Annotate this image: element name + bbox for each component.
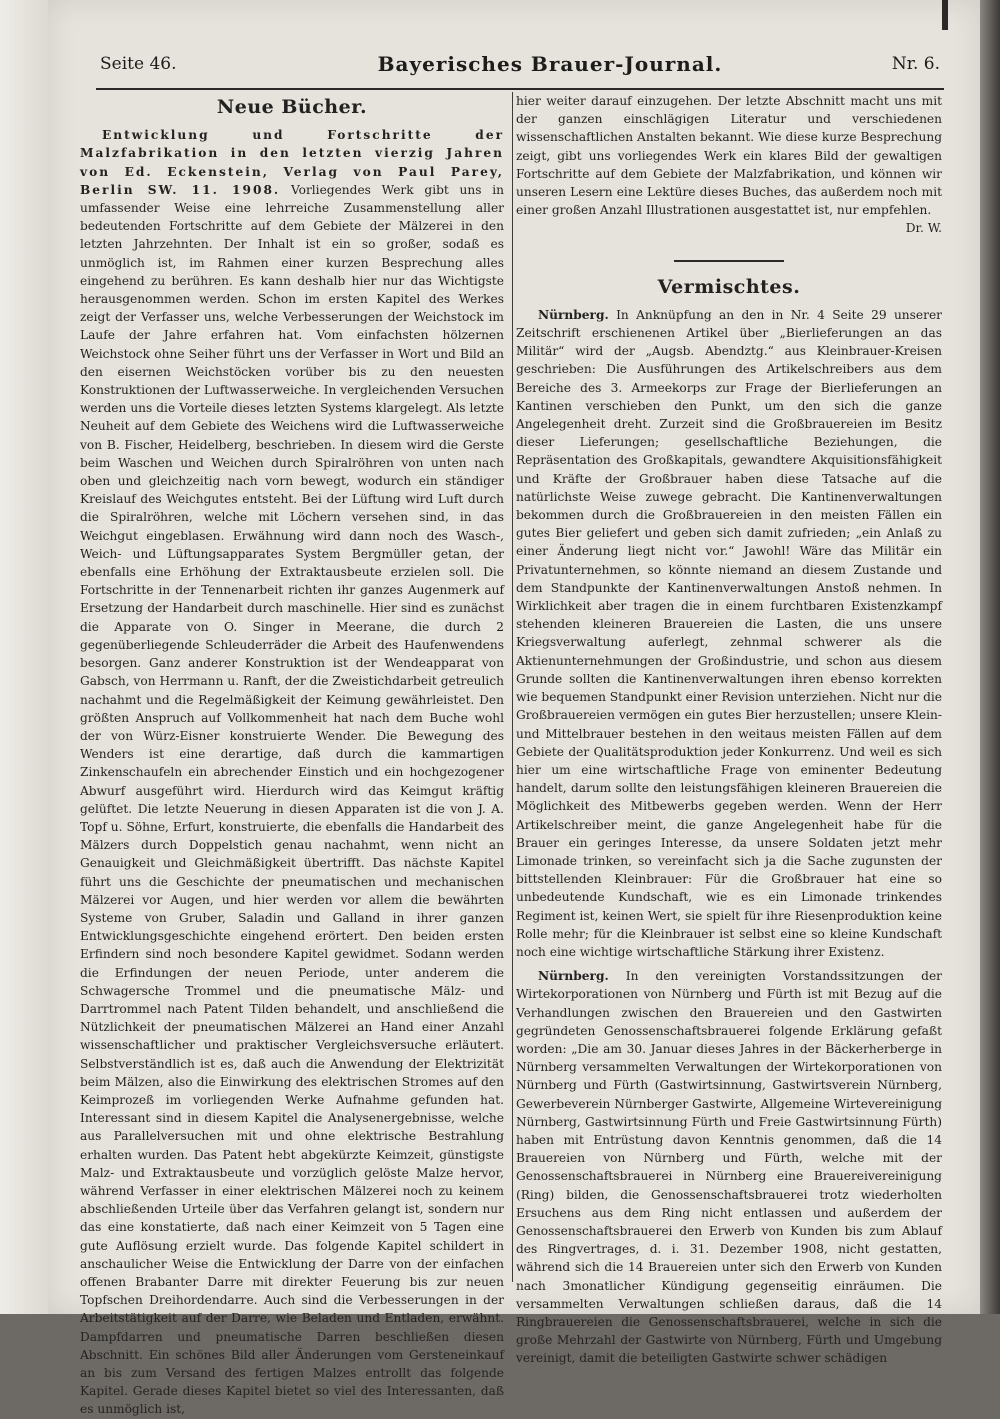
top-edge-mark [942,0,948,30]
section-heading-new-books: Neue Bücher. [216,96,368,118]
page-left-margin [0,0,48,1314]
review-signature: Dr. W. [905,221,942,236]
section-separator [674,260,784,262]
left-column [80,92,504,1419]
page-right-edge [980,0,1000,1314]
page-header [100,52,940,82]
news-item-1-text: In Anknüpfung an den in Nr. 4 Seite 29 unserer Zeitschrift erschienenen Artikel über „Bierlieferungen an das Militär“ wird der „Augsb. Abendztg.“ aus Kleinbrauer-Kreisen geschrieben: Die Ausführungen des Artikelschreibers aus dem Bereiche des 3. Armeekorps zur Frage der Bierlieferungen an Kantinen verschieben den Punkt, um den sich die ganze Angelegenheit dreht. Zurzeit sind die Großbrauereien im Besitz dieser Lieferungen; gesellschaftliche Beziehungen, die Repräsentation des Großkapitals, gewandtere Akquisitionsfähigkeit und Kräfte der Großbrauer haben diese Tatsache auf die natürlichste Weise zuwege gebracht. Die Kantinenverwaltungen bekommen durch die Großbrauereien in den meisten Fällen ein gutes Bier geliefert und geben sich damit zufrieden; „ein Anlaß zu einer Änderung liegt nicht vor.“ Jawohl! Wäre das Militär ein Privatunternehmen, so könnte niemand an diesem Zustande und dem Standpunkte der Kantinenverwaltungen Anstoß nehmen. In Wirklichkeit aber tragen die in einem furchtbaren Existenzkampf stehenden kleineren Brauereien die Lasten, die uns unsere Kriegsverwaltung auferlegt, zehnmal schwerer als die Aktienunternehmungen der Großindustrie, und schon aus diesem Grunde sollten die Kantinenverwaltungen ihren ebenso korrekten wie bequemen Standpunkt einer Revision unterziehen. Nicht nur die Großbrauereien vermögen ein gutes Bier herzustellen; unsere Klein- und Mittelbrauer bestehen in den weitaus meisten Fällen auf dem Gebiete der Qualitätsproduktion jeder Konkurrenz. Und weil es sich hier um eine wirtschaftliche Frage von eminenter Bedeutung handelt, darum sollte den leistungsfähigen kleineren Brauereien die Möglichkeit des Mitbewerbs gegeben werden. Wenn der Herr Artikelschreiber meint, die ganze Angelegenheit habe für die Brauer ein geringes Interesse, da unsere Soldaten jetzt mehr Limonade trinken, so vereinfacht sich ja die Sache zugunsten der bittstellenden Kleinbrauer: Für die Großbrauer hat eine so unbedeutende Kundschaft, wie es ein Limonade trinkendes Regiment ist, keinen Wert, sie spielt für ihre Riesenproduktion keine Rolle mehr; für die Kleinbrauer ist selbst eine so kleine Kundschaft noch eine wichtige wirtschaftliche Stärkung ihrer Existenz. [516,307,943,959]
book-review [80,126,504,1418]
review-continuation: hier weiter darauf einzugehen. Der letzte Abschnitt macht uns mit der ganzen einschlägigen Literatur und verschiedenen wissenschaftlichen Anstalten bekannt. Wie diese kurze Besprechung zeigt, gibt uns vorliegendes Werk ein klares Bild der gewaltigen Fortschritte auf dem Gebiete der Malzfabrikation, und können wir unseren Lesern eine Lektüre dieses Buches, das außerdem noch mit einer großen Anzahl Illustrationen ausgestattet ist, nur empfehlen. [516,94,942,218]
column-divider [512,92,513,1282]
news-item-2-place: Nürnberg. [538,969,609,984]
journal-title: Bayerisches Brauer-Journal. [377,52,723,76]
book-title: Entwicklung und Fortschritte der Malzfabrikation in den letzten vierzig Jahren von Ed. Eckenstein, Verlag von Paul Parey, Berlin SW. 11. 1908. [80,128,504,197]
news-item-2 [516,967,942,1367]
section-heading-miscellaneous: Vermischtes. [657,275,801,298]
issue-number: Nr. 6. [891,54,940,74]
page-number: Seite 46. [100,54,177,74]
review-text: Vorliegendes Werk gibt uns in umfassender Weise eine lehrreiche Zusammenstellung aller bedeutenden Fortschritte auf dem Gebiete der Mälzerei in den letzten Jahrzehnten. Der Inhalt ist ein so großer, sodaß es unmöglich ist, im Rahmen einer kurzen Besprechung alles eingehend zu berühren. Es kann deshalb hier nur das Wichtigste herausgenommen werden. Schon im ersten Kapitel des Werkes zeigt der Verfasser uns, welche Verbesserungen der Weichstock im Laufe der Jahre erfahren hat. Vom einfachsten hölzernen Weichstock ohne Seiher führt uns der Verfasser in Wort und Bild an den eisernen Weichstöcken vorüber bis zu den neuesten Konstruktionen der Luftwasserweiche. In vergleichenden Versuchen werden uns die Vorteile dieses letzten Systems klargelegt. Als letzte Neuheit auf dem Gebiete des Weichens wird die Luftwasserweiche von B. Fischer, Heidelberg, beschrieben. In diesem wird die Gerste beim Waschen und Weichen durch Spiralröhren von unten nach oben und gleichzeitig nach vorn bewegt, wodurch ein ständiger Kreislauf des Weichgutes entsteht. Bei der Lüftung wird Luft durch die Spiralröhren, welche mit Löchern versehen sind, in das Weichgut eingeblasen. Erwähnung wird dann noch des Wasch-, Weich- und Lüftungsapparates System Bergmüller getan, der ebenfalls eine Erhöhung der Extraktausbeute erzielen soll. Die Fortschritte in der Tennenarbeit richten ihr ganzes Augenmerk auf Ersetzung der Handarbeit durch maschinelle. Hier sind es zunächst die Apparate von O. Singer in Meerane, die durch 2 gegenüberliegende Schleuderräder die Arbeit des Haufenwendens besorgen. Ganz anderer Konstruktion ist der Wendeapparat von Gabsch, von Herrmann u. Ranft, der die Zweistichdarbeit getreulich nachahmt und die Regelmäßigkeit der Keimung gewährleistet. Den größten Anspruch auf Vollkommenheit hat nach dem Buche wohl der von Würz-Eisner konstruierte Wender. Die Bewegung des Wenders ist eine derartige, daß durch die kammartigen Zinkenschaufeln ein abrechender Einstich und ein hochgezogener Abwurf ausgeführt wird. Hierdurch wird das Keimgut kräftig gelüftet. Die letzte Neuerung in diesen Apparaten ist die von J. A. Topf u. Söhne, Erfurt, konstruierte, die ebenfalls die Handarbeit des Mälzers durch Doppelstich genau nachahmt, wenn nicht an Genauigkeit und Gleichmäßigkeit übertrifft. Das nächste Kapitel führt uns die Geschichte der pneumatischen und mechanischen Mälzerei vor Augen, und hier werden vor allem die bewährten Systeme von Gruber, Saladin und Galland in ihrer ganzen Entwicklungsgeschichte eingehend erörtert. Den beiden ersten Erfindern sind noch besondere Kapitel gewidmet. Sodann werden die Erfindungen der neuen Periode, unter anderem die Schwagersche Trommel und die pneumatische Mälz- und Darrtrommel nach Patent Tilden behandelt, und anschließend die Nützlichkeit der pneumatischen Mälzerei an Hand einer Anzahl wissenschaftlicher und praktischer Vergleichsversuche erläutert. Selbstverständlich ist es, daß auch die Anwendung der Elektrizität beim Mälzen, also die Einwirkung des elektrischen Stromes auf den Keimprozeß im vorliegenden Werke Aufnahme gefunden hat. Interessant sind in diesem Kapitel die Analysenergebnisse, welche aus Parallelversuchen mit und ohne elektrische Bestrahlung erhalten wurden. Das Patent hebt abgekürzte Keimzeit, günstigste Malz- und Extraktausbeute und vorzüglich gelöste Malze hervor, während Verfasser in einer elektrischen Mälzerei noch zu keinem abschließenden Urteile über das Verfahren gelangt ist, sondern nur das eine konstatierte, daß nach einer Keimzeit von 5 Tagen eine gute Auflösung erzielt wurde. Das folgende Kapitel schildert in anschaulicher Weise die Entwicklung der Darre von der einfachen offenen Brabanter Darre mit direkter Feuerung bis zur neuen Topfschen Dreihordendarre. Auch sind die Verbesserungen in der Arbeitstätigkeit auf der Darre, wie Beladen und Entladen, erwähnt. Dampfdarren und pneumatische Darren beschließen diesen Abschnitt. Ein schönes Bild aller Änderungen vom Gersteneinkauf an bis zum Versand des fertigen Malzes entrollt das folgende Kapitel. Gerade dieses Kapitel bietet so viel des Interessanten, daß es unmöglich ist, [80,182,504,1417]
news-item-1 [516,306,942,961]
right-column [516,92,942,1368]
news-item-2-text: In den vereinigten Vorstandssitzungen der Wirtekorporationen von Nürnberg und Fürth ist mit Bezug auf die Verhandlungen zwischen den Brauereien und den Gastwirten gegründeten Genossenschaftsbrauerei folgende Erklärung gefaßt worden: „Die am 30. Januar dieses Jahres in der Bäckerherberge in Nürnberg versammelten Verwaltungen der Wirtekorporationen von Nürnberg und Fürth (Gastwirtsinnung, Gastwirtsverein Nürnberg, Gewerbeverein Nürnberger Gastwirte, Allgemeine Wirtevereinigung Nürnberg, Gastwirtsinnung Fürth und Freie Gastwirtsinnung Fürth) haben mit Entrüstung davon Kenntnis genommen, daß die 14 Brauereien von Nürnberg und Fürth, welche mit der Genossenschaftsbrauerei in Nürnberg eine Brauereivereinigung (Ring) bilden, die Genossenschaftsbrauerei trotz wiederholten Ersuchens aus dem Ring nicht entlassen und außerdem der Genossenschaftsbrauerei den Erwerb von Kunden bis zum Ablauf des Ringvertrages, d. i. 31. Dezember 1908, nicht gestatten, während sich die 14 Brauereien unter sich den Erwerb von Kunden nach 3monatlicher Kündigung gegenseitig einräumen. Die versammelten Verwaltungen schließen daraus, daß die 14 Ringbrauereien die Genossenschaftsbrauerei, welche in sich die große Mehrzahl der Gastwirte von Nürnberg, Fürth und Umgebung vereinigt, damit die beteiligten Gastwirte schwer schädigen [516,969,943,1366]
header-rule [96,88,944,90]
news-item-1-place: Nürnberg. [538,307,609,322]
